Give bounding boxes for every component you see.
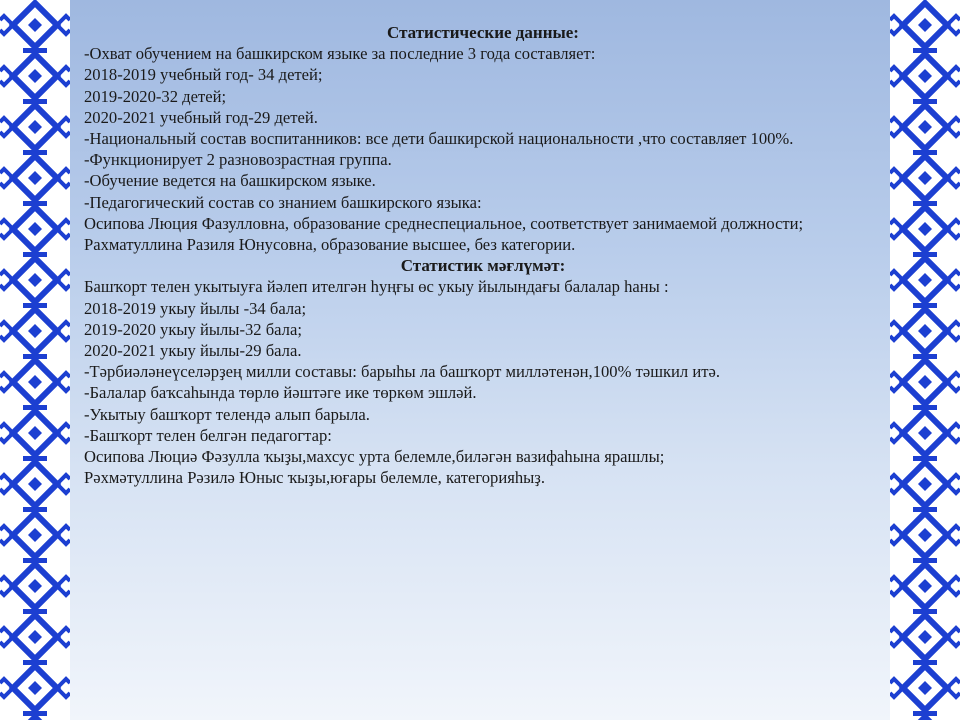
text-line: 2020-2021 укыу йылы-29 бала. bbox=[84, 341, 302, 361]
text-line: -Национальный состав воспитанников: все дети башкирской национальности ,что составляет 100%. bbox=[84, 129, 794, 149]
slide-text bbox=[84, 22, 882, 488]
text-line: -Балалар баҡсаһында төрлө йәштәге ике төркөм эшләй. bbox=[84, 383, 477, 403]
left-ornament-border bbox=[0, 0, 70, 720]
text-line: -Обучение ведется на башкирском языке. bbox=[84, 171, 376, 191]
text-line: -Педагогический состав со знанием башкирского языка: bbox=[84, 192, 482, 212]
right-ornament-border bbox=[890, 0, 960, 720]
text-line: Рәхмәтуллина Рәзилә Юныс ҡыҙы,юғары белемле, категорияһыҙ. bbox=[84, 468, 545, 488]
heading-bashkir: Статистик мәғлүмәт: bbox=[400, 256, 566, 276]
text-line: 2019-2020-32 детей; bbox=[84, 86, 227, 106]
text-line: 2019-2020 укыу йылы-32 бала; bbox=[84, 319, 302, 339]
text-line: -Башҡорт телен белгән педагогтар: bbox=[84, 425, 332, 445]
text-line: -Охват обучением на башкирском языке за последние 3 года составляет: bbox=[84, 44, 596, 64]
text-line: 2020-2021 учебный год-29 детей. bbox=[84, 107, 318, 127]
text-line: 2018-2019 укыу йылы -34 бала; bbox=[84, 298, 307, 318]
text-line: 2018-2019 учебный год- 34 детей; bbox=[84, 65, 323, 85]
text-line: Башҡорт телен укытыуға йәлеп ителгән һуңғы өс укыу йылындағы балалар һаны : bbox=[84, 277, 669, 297]
text-line: Рахматуллина Разиля Юнусовна, образование высшее, без категории. bbox=[84, 235, 576, 255]
heading-russian: Статистические данные: bbox=[387, 23, 579, 42]
text-line: Осипова Люция Фазулловна, образование среднеспециальное, соответствует занимаемой должности; bbox=[84, 213, 804, 233]
text-line: Осипова Люциә Фәзулла ҡыҙы,махсус урта белемле,биләгән вазифаһына ярашлы; bbox=[84, 447, 665, 467]
text-line: -Функционирует 2 разновозрастная группа. bbox=[84, 150, 392, 170]
text-line: -Тәрбиәләнеүселәрҙең милли составы: барыһы ла башҡорт милләтенән,100% тәшкил итә. bbox=[84, 362, 720, 382]
text-line: -Укытыу башҡорт телендә алып барыла. bbox=[84, 404, 370, 424]
